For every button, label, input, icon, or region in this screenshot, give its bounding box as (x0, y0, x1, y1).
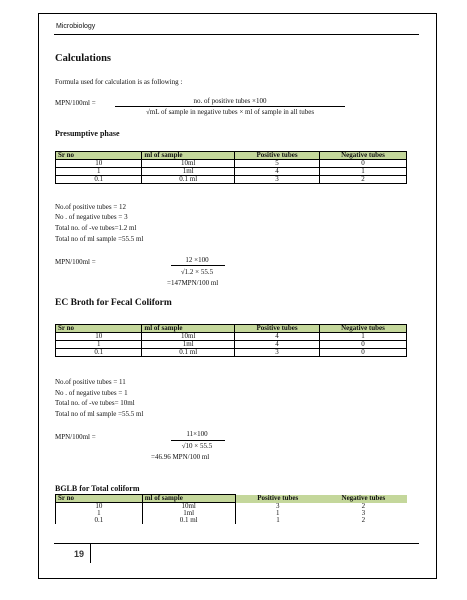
note-line: No.of positive tubes = 12 (55, 203, 127, 211)
col-header: Positive tubes (235, 152, 320, 160)
section-title-ec-broth: EC Broth for Fecal Coliform (55, 298, 172, 308)
cell: 0.1 ml (142, 176, 235, 184)
cell: 0.1 (56, 176, 142, 184)
table-row (56, 341, 407, 349)
mpn-lhs: MPN/100ml = (55, 258, 96, 266)
note-line: No . of negative tubes = 1 (55, 389, 128, 397)
cell: 2 (320, 176, 407, 184)
cell: 4 (235, 333, 320, 341)
mpn-numerator: 11×100 (186, 430, 208, 438)
cell: 1 (56, 341, 142, 349)
cell: 3 (235, 349, 320, 357)
formula-fraction-line (115, 106, 345, 107)
cell: 3 (235, 176, 320, 184)
mpn-result: =46.96 MPN/100 ml (151, 453, 210, 461)
cell: 1ml (142, 341, 235, 349)
note-line: Total no. of -ve tubes=1.2 ml (55, 224, 137, 232)
cell: 4 (235, 341, 320, 349)
table-row (56, 168, 407, 176)
note-line: No.of positive tubes = 11 (55, 378, 126, 386)
ec-table (55, 324, 407, 357)
table-header-row (56, 152, 407, 160)
formula-numerator: no. of positive tubes ×100 (193, 97, 267, 105)
table-row (56, 160, 407, 168)
col-header: ml of sample (142, 325, 235, 333)
cell: 1 (320, 168, 407, 176)
table-header-row (56, 495, 407, 503)
cell: 10 (56, 503, 143, 511)
table-row (56, 349, 407, 357)
col-header: Negative tubes (320, 152, 407, 160)
mpn-denominator: √1.2 × 55.5 (180, 268, 214, 276)
cell: 1ml (142, 168, 235, 176)
section-title-presumptive: Presumptive phase (55, 129, 120, 138)
mpn-fraction-line (171, 440, 225, 441)
formula-lhs: MPN/100ml = (55, 99, 96, 107)
table-row (56, 333, 407, 341)
mpn-result: =147MPN/100 ml (167, 279, 219, 287)
cell: 3 (275, 501, 280, 510)
mpn-fraction-line (171, 265, 225, 266)
cell: 0 (320, 341, 407, 349)
cell: 0.1 (56, 517, 143, 524)
formula-intro: Formula used for calculation is as following : (55, 78, 183, 86)
cell: 10 (56, 160, 142, 168)
page-number: 19 (74, 549, 85, 559)
mpn-numerator: 12 ×100 (185, 256, 209, 264)
mpn-lhs: MPN/100ml = (55, 433, 96, 441)
footer-rule (54, 543, 419, 544)
cell: 10ml (142, 503, 235, 511)
cell: 3 (361, 509, 366, 517)
cell: 1ml (142, 510, 235, 517)
cell: 0.1 (56, 349, 142, 357)
page-number-divider (90, 543, 91, 563)
header-rule (54, 34, 419, 35)
table-row (56, 176, 407, 184)
col-header: ml of sample (142, 152, 235, 160)
cell: 0 (320, 160, 407, 168)
cell: 1 (276, 516, 280, 524)
col-header: Sr no (56, 152, 142, 160)
col-header: Positive tubes (235, 325, 320, 333)
cell: 1 (320, 333, 407, 341)
cell: 4 (235, 168, 320, 176)
cell: 1 (56, 510, 143, 517)
note-line: No . of negative tubes = 3 (55, 213, 128, 221)
col-header: Negative tubes (320, 325, 407, 333)
cell: 0.1 ml (142, 517, 235, 524)
section-title-bglb: BGLB for Total coliform (55, 484, 140, 493)
table-row (56, 510, 407, 517)
note-line: Total no of ml sample =55.5 ml (55, 410, 144, 418)
cell: 10ml (142, 333, 235, 341)
bglb-table (55, 494, 407, 524)
running-header: Microbiology (56, 23, 96, 30)
note-line: Total no. of -ve tubes= 10ml (55, 399, 135, 407)
table-header-row (56, 325, 407, 333)
col-header: ml of sample (142, 495, 235, 503)
table-row (56, 517, 407, 524)
cell: 2 (361, 516, 366, 524)
col-header: Positive tubes (235, 495, 320, 503)
presumptive-table (55, 151, 407, 184)
table-row (56, 503, 407, 511)
cell: 5 (235, 160, 320, 168)
note-line: Total no of ml sample =55.5 ml (55, 235, 144, 243)
mpn-denominator: √10 × 55.5 (181, 442, 213, 450)
section-title-calculations: Calculations (55, 53, 112, 64)
cell: 2 (361, 501, 366, 510)
cell: 10ml (142, 160, 235, 168)
col-header: Sr no (56, 325, 142, 333)
col-header: Sr no (56, 495, 143, 503)
formula-denominator: √mL of sample in negative tubes × ml of sample in all tubes (145, 108, 315, 116)
col-header: Negative tubes (320, 495, 406, 503)
cell: 0 (320, 349, 407, 357)
cell: 10 (56, 333, 142, 341)
cell: 0.1 ml (142, 349, 235, 357)
cell: 1 (275, 509, 280, 517)
cell: 1 (56, 168, 142, 176)
